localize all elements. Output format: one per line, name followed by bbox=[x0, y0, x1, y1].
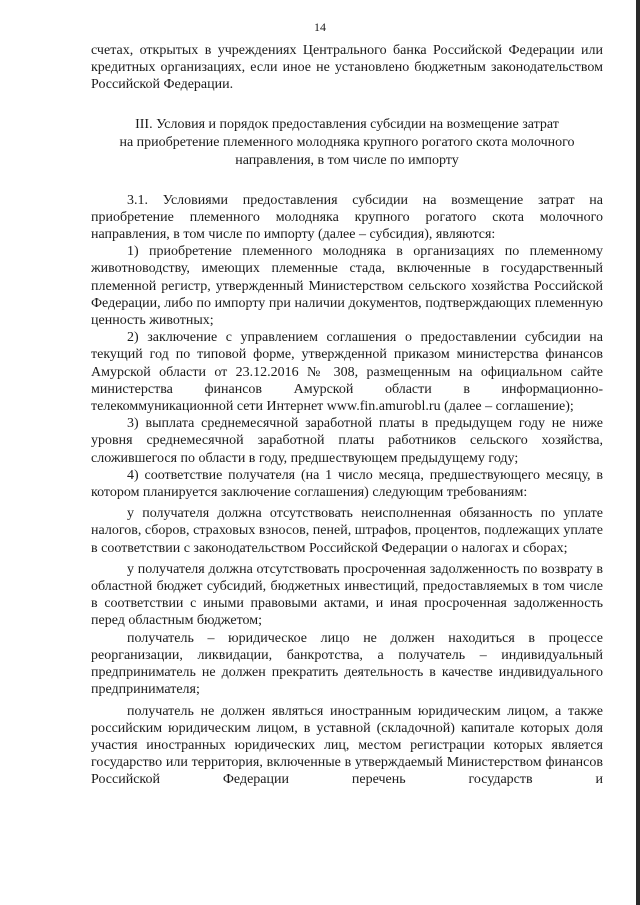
page-number: 14 bbox=[314, 20, 326, 34]
paragraph-item-3: 3) выплата среднемесячной заработной платы в предыдущем году не ниже уровня среднемесячной заработной платы работников сельского хозяйства, сложившегося по области в году, предшествующем предыдущему году; bbox=[91, 416, 603, 466]
requirement-paragraph: у получателя должна отсутствовать просроченная задолженность по возврату в областной бюджет субсидий, бюджетных инвестиций, предоставляемых в том числе в соответствии с иными правовыми актами, и иная просроченная задолженность перед областным бюджетом; bbox=[91, 561, 603, 629]
paragraph-item-4: 4) соответствие получателя (на 1 число месяца, предшествующего месяцу, в котором планируется заключение соглашения) следующим требованиям: bbox=[91, 467, 603, 501]
requirement-paragraph: получатель не должен являться иностранным юридическим лицом, а также российским юридическим лицом, в уставной (складочной) капитале которых доля участия иностранных юридических лиц, местом регистрации которых является государство или территория, включенные в утверждаемый Министерством финансов Российской Федерации перечень государств и bbox=[91, 703, 603, 788]
document-page bbox=[91, 42, 603, 789]
scan-edge bbox=[636, 0, 640, 905]
paragraph-item-1: 1) приобретение племенного молодняка в организациях по племенному животноводству, имеющих племенные стада, включенные в государственный племенной регистр, утвержденный Министерством сельского хозяйства Российской Федерации, либо по импорту при наличии документов, подтверждающих племенную ценность животных; bbox=[91, 244, 603, 329]
section-heading-line: направления, в том числе по импорту bbox=[235, 152, 459, 168]
paragraph-item-2: 2) заключение с управлением соглашения о предоставлении субсидии на текущий год по типовой форме, утвержденной приказом министерства финансов Амурской области от 23.12.2016 № 308, размещенным на официальном сайте министерства финансов Амурской области в информационно-телекоммуникационной сети Интернет www.fin.amurobl.ru (далее – соглашение); bbox=[91, 330, 603, 415]
continuation-paragraph: счетах, открытых в учреждениях Центрального банка Российской Федерации или кредитных организациях, если иное не установлено бюджетным законодательством Российской Федерации. bbox=[91, 43, 603, 93]
section-heading-line: III. Условия и порядок предоставления субсидии на возмещение затрат bbox=[135, 116, 559, 132]
section-heading-line: на приобретение племенного молодняка крупного рогатого скота молочного bbox=[119, 134, 575, 150]
paragraph-3-1: 3.1. Условиями предоставления субсидии на возмещение затрат на приобретение племенного молодняка крупного рогатого скота молочного направления, в том числе по импорту (далее – субсидия), являются: bbox=[91, 192, 603, 243]
requirement-paragraph: получатель – юридическое лицо не должен находиться в процессе реорганизации, ликвидации, банкротства, а получатель – индивидуальный предприниматель не должен прекратить деятельность в качестве индивидуального предпринимателя; bbox=[91, 630, 603, 698]
requirement-paragraph: у получателя должна отсутствовать неисполненная обязанность по уплате налогов, сборов, страховых взносов, пеней, штрафов, процентов, подлежащих уплате в соответствии с законодательством Российской Федерации о налогах и сборах; bbox=[91, 506, 603, 556]
section-heading bbox=[91, 116, 603, 170]
